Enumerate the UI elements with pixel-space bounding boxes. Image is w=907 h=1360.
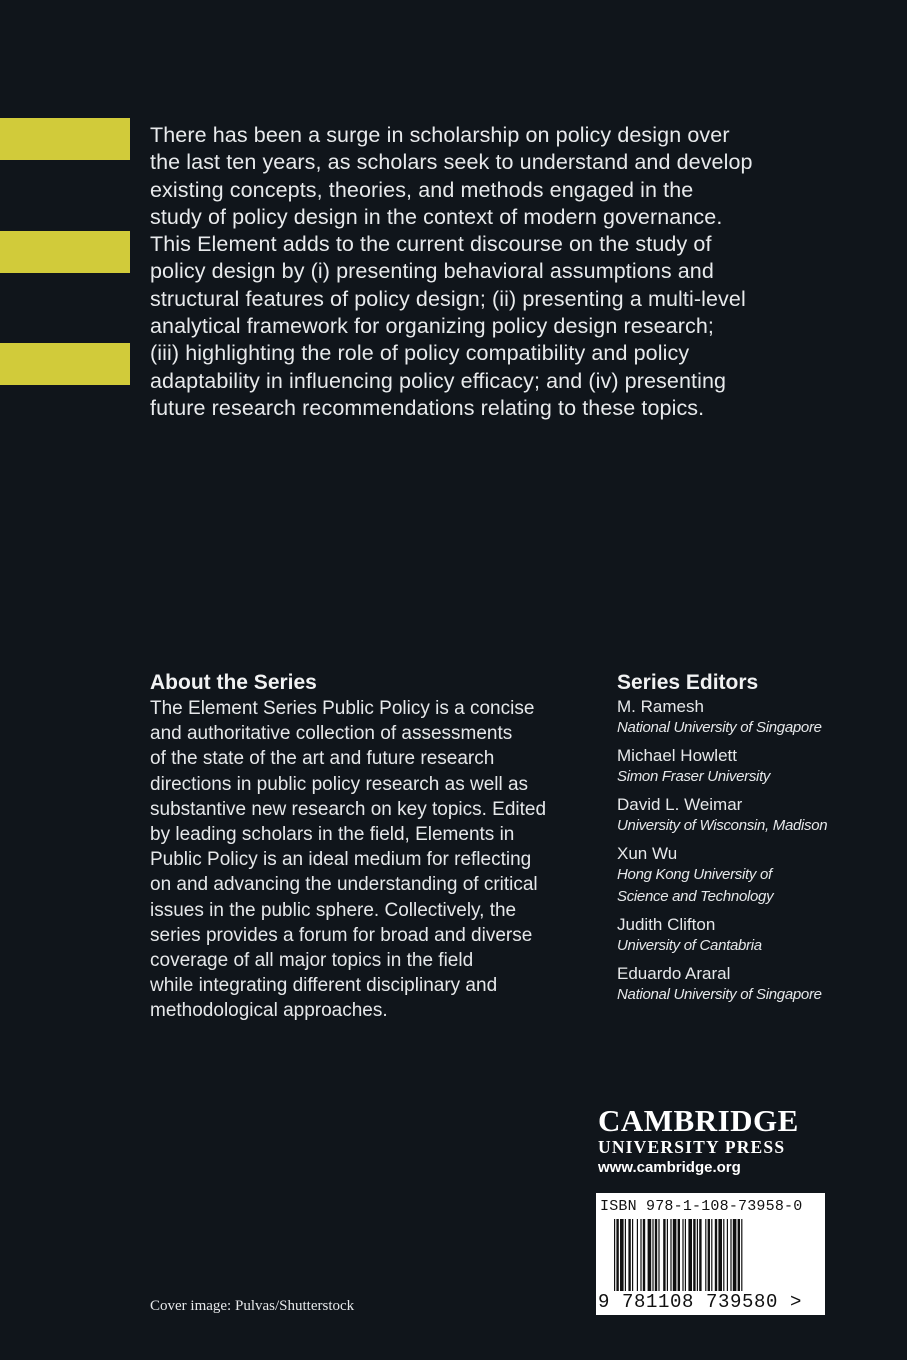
- about-line: substantive new research on key topics. Edited: [150, 798, 547, 820]
- barcode-bar: [708, 1219, 710, 1291]
- editor-entry: [617, 914, 897, 957]
- blurb-line: study of policy design in the context of modern governance.: [150, 204, 723, 229]
- barcode-bar: [730, 1219, 731, 1291]
- about-line: methodological approaches.: [150, 1000, 388, 1022]
- blurb-line: future research recommendations relating to these topics.: [150, 395, 705, 420]
- editor-entry: [617, 843, 897, 908]
- barcode-bar: [715, 1219, 717, 1291]
- barcode-bar: [727, 1219, 728, 1291]
- barcode-bar: [699, 1219, 701, 1291]
- about-line: series provides a forum for broad and diverse: [150, 924, 533, 946]
- editor-affiliation: National University of Singapore: [617, 719, 822, 736]
- barcode-bar: [625, 1219, 626, 1291]
- editor-name: Michael Howlett: [617, 746, 737, 765]
- about-line: The Element Series Public Policy is a concise: [150, 698, 535, 719]
- publisher-subtitle: UNIVERSITY PRESS: [598, 1137, 786, 1157]
- barcode-bar: [705, 1219, 706, 1291]
- about-line: directions in public policy research as well as: [150, 773, 529, 795]
- barcode-bar: [640, 1219, 641, 1291]
- barcode-bar: [667, 1219, 668, 1291]
- blurb-line: policy design by (i) presenting behavioral assumptions and: [150, 259, 714, 284]
- editor-name: Judith Clifton: [617, 915, 716, 934]
- about-line: coverage of all major topics in the field: [150, 950, 474, 972]
- publisher-name: CAMBRIDGE: [598, 1103, 799, 1138]
- barcode-bar: [614, 1219, 615, 1291]
- barcode-bar: [637, 1219, 638, 1291]
- barcode-bar: [655, 1219, 657, 1291]
- about-line: by leading scholars in the field, Elements in: [150, 824, 515, 846]
- about-line: while integrating different disciplinary and: [150, 975, 498, 997]
- blurb-line: This Element adds to the current discourse on the study of: [150, 232, 712, 257]
- editor-affiliation: University of Cantabria: [617, 937, 762, 954]
- accent-bar-middle: [0, 231, 130, 273]
- barcode-bar: [693, 1219, 695, 1291]
- barcode-bar: [663, 1219, 665, 1291]
- barcode-bar: [632, 1219, 633, 1291]
- about-series-text: [150, 696, 600, 1024]
- barcode-bar: [682, 1219, 683, 1291]
- isbn-barcode: [596, 1193, 825, 1315]
- barcode-bar: [628, 1219, 630, 1291]
- barcode-bar: [678, 1219, 680, 1291]
- barcode-bar: [741, 1219, 742, 1291]
- barcode-bar: [658, 1219, 659, 1291]
- barcode-bar: [685, 1219, 686, 1291]
- about-line: of the state of the art and future research: [150, 748, 495, 770]
- blurb-line: the last ten years, as scholars seek to understand and develop: [150, 150, 753, 175]
- blurb-line: analytical framework for organizing policy design research;: [150, 314, 714, 339]
- book-blurb: [150, 122, 830, 422]
- barcode-bar: [673, 1219, 677, 1291]
- cover-image-credit: Cover image: Pulvas/Shutterstock: [150, 1298, 355, 1314]
- editor-affiliation: Science and Technology: [617, 888, 774, 905]
- editor-name: Eduardo Araral: [617, 964, 731, 983]
- about-line: issues in the public sphere. Collectively, the: [150, 899, 517, 921]
- editor-affiliation: University of Wisconsin, Madison: [617, 817, 828, 834]
- barcode-bar: [616, 1219, 618, 1291]
- editor-entry: [617, 745, 897, 788]
- barcode-bar: [620, 1219, 624, 1291]
- about-series-heading: About the Series: [150, 671, 317, 694]
- about-line: on and advancing the understanding of critical: [150, 874, 538, 896]
- accent-bar-top: [0, 118, 130, 160]
- editor-entry: [617, 963, 897, 1006]
- series-editors-heading: Series Editors: [617, 671, 759, 694]
- blurb-line: existing concepts, theories, and methods engaged in the: [150, 177, 694, 202]
- editor-name: Xun Wu: [617, 844, 678, 863]
- blurb-line: adaptability in influencing policy efficacy; and (iv) presenting: [150, 368, 727, 393]
- barcode-bar: [733, 1219, 737, 1291]
- editor-entry: [617, 794, 897, 837]
- editor-affiliation: Hong Kong University of: [617, 866, 772, 883]
- barcode-bar: [723, 1219, 724, 1291]
- editor-affiliation: National University of Singapore: [617, 986, 822, 1003]
- about-line: and authoritative collection of assessments: [150, 723, 513, 745]
- barcode-bar: [652, 1219, 653, 1291]
- publisher-url: www.cambridge.org: [598, 1159, 741, 1176]
- barcode-bar: [738, 1219, 740, 1291]
- accent-bar-bottom: [0, 343, 130, 385]
- blurb-line: structural features of policy design; (ii) presenting a multi-level: [150, 286, 746, 311]
- barcode-digits: 9 781108 739580 >: [598, 1291, 803, 1313]
- editor-entry: [617, 696, 897, 739]
- barcode-bar: [697, 1219, 698, 1291]
- barcode-bar: [718, 1219, 722, 1291]
- barcode-bar: [670, 1219, 671, 1291]
- blurb-line: There has been a surge in scholarship on policy design over: [150, 123, 730, 147]
- barcode-bar: [688, 1219, 692, 1291]
- about-line: Public Policy is an ideal medium for reflecting: [150, 849, 532, 871]
- isbn-label: ISBN 978-1-108-73958-0: [600, 1198, 803, 1215]
- about-series-section: [150, 670, 600, 1024]
- editor-name: M. Ramesh: [617, 697, 704, 716]
- editor-affiliation: Simon Fraser University: [617, 768, 771, 785]
- barcode-bar: [643, 1219, 645, 1291]
- blurb-line: (iii) highlighting the role of policy compatibility and policy: [150, 341, 690, 366]
- publisher-logo: [598, 1105, 828, 1179]
- barcode-bar: [711, 1219, 712, 1291]
- barcode-bar: [648, 1219, 652, 1291]
- series-editors-section: [617, 670, 897, 1012]
- editor-name: David L. Weimar: [617, 795, 743, 814]
